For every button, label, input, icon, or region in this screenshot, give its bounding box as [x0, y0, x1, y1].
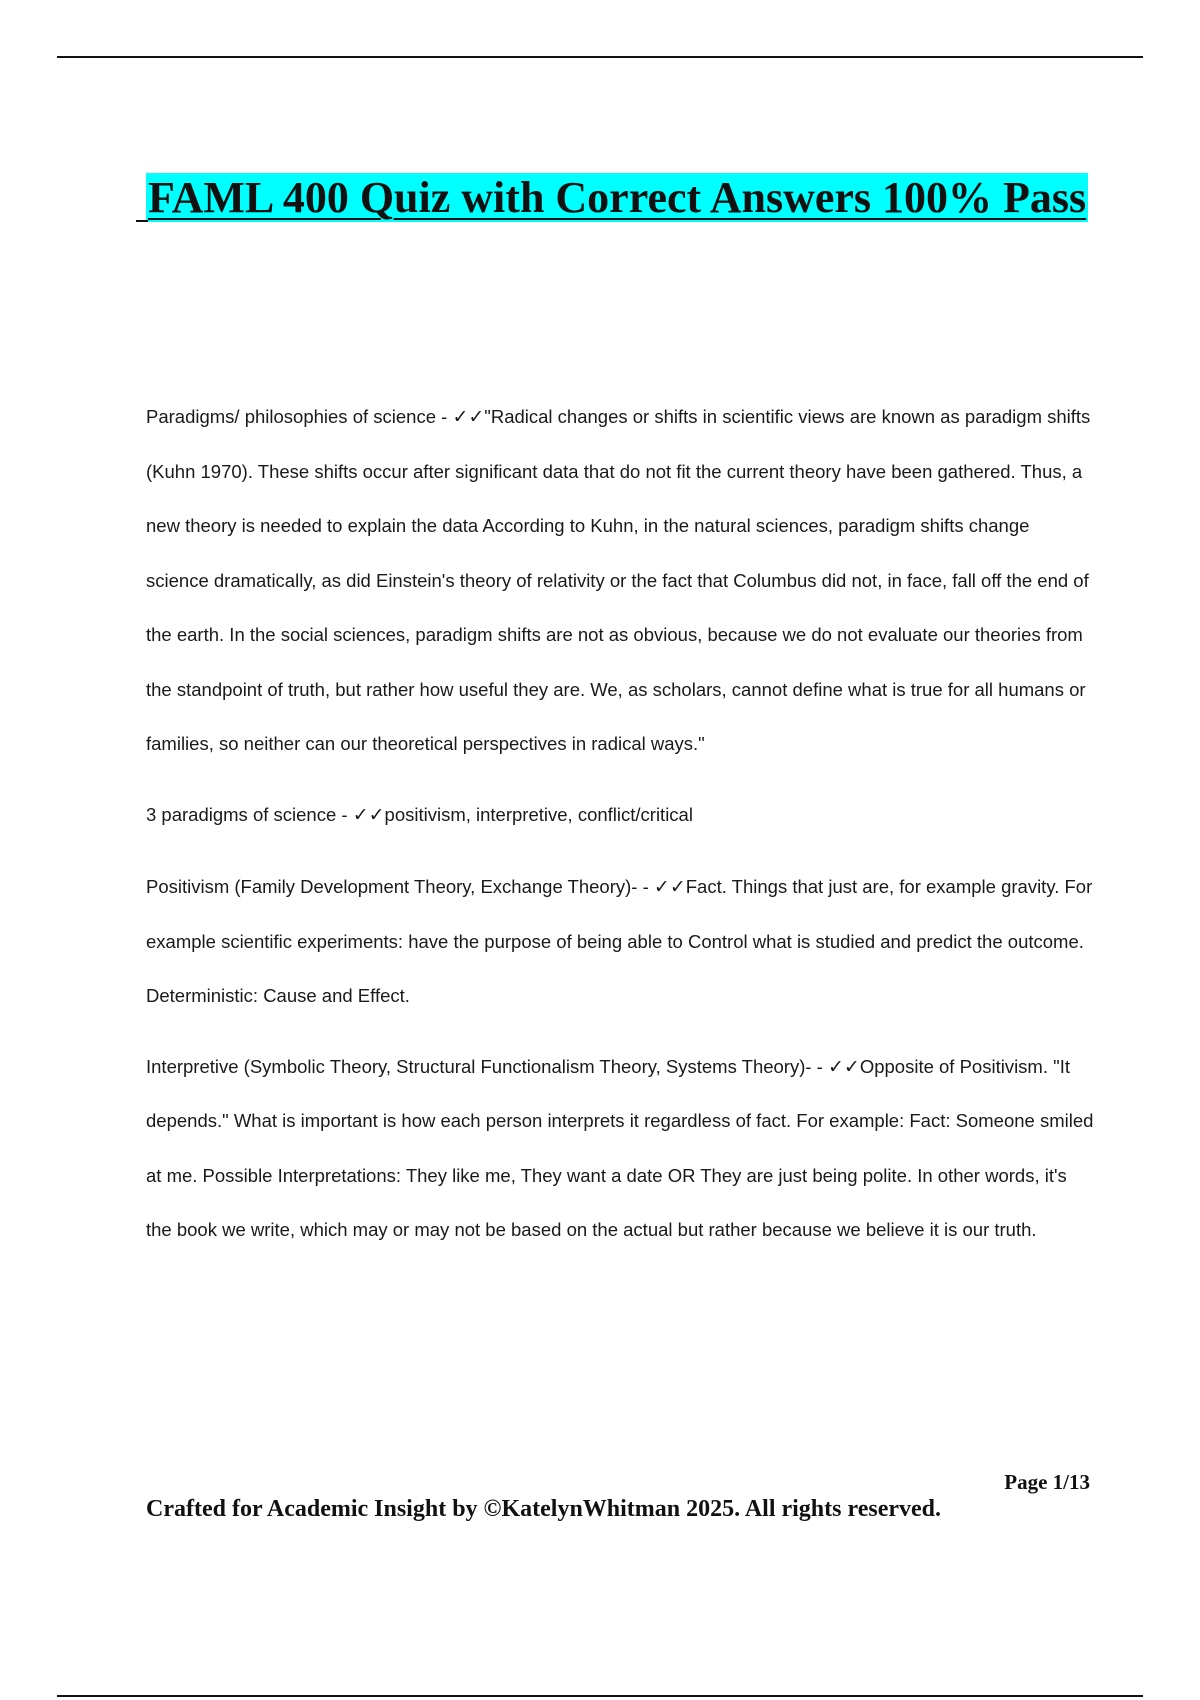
title-lead-underline: [136, 220, 148, 222]
top-rule: [57, 56, 1143, 58]
spacer: [146, 1024, 1096, 1040]
qa-paragraph-interpretive: [146, 1040, 1096, 1258]
qa-answer: "Radical changes or shifts in scientific views are known as paradigm shifts (Kuhn 1970). These shifts occur after significant data that do not fit the current theory have been gathered. Thus, a new theory is needed to explain the data According to Kuhn, in the natural sciences, paradigm shifts change science dramatically, as did Einstein's theory of relativity or the fact that Columbus did not, in face, fall off the end of the earth. In the social sciences, paradigm shifts are not as obvious, because we do not evaluate our theories from the standpoint of truth, but rather how useful they are. We, as scholars, cannot define what is true for all humans or families, so neither can our theoretical perspectives in radical ways.": [146, 406, 1091, 754]
document-title: [146, 158, 1096, 238]
qa-term: Positivism (Family Development Theory, Exchange Theory)- -: [146, 876, 654, 897]
title-highlight: FAML 400 Quiz with Correct Answers 100% Pass: [148, 173, 1087, 222]
double-check-icon: ✓✓: [452, 406, 485, 428]
bottom-rule: [57, 1695, 1143, 1697]
double-check-icon: ✓✓: [653, 876, 686, 898]
double-check-icon: ✓✓: [352, 803, 385, 826]
qa-answer: Opposite of Positivism. "It depends." What is important is how each person interprets it regardless of fact. For example: Fact: Someone smiled at me. Possible Interpretations: They like me, They want a date OR They are just being polite. In other words, it's the book we write, which may or may not be based on the actual but rather because we believe it is our truth.: [146, 1055, 1094, 1240]
double-check-icon: ✓✓: [827, 1055, 860, 1078]
document-body: [146, 390, 1096, 1258]
footer-copyright: Crafted for Academic Insight by ©KatelynWhitman 2025. All rights reserved.: [146, 1496, 941, 1522]
qa-paragraph-three-paradigms: [146, 788, 1096, 843]
qa-term: Paradigms/ philosophies of science -: [146, 406, 453, 427]
qa-answer: positivism, interpretive, conflict/critical: [384, 803, 693, 825]
page-number: Page 1/13: [1004, 1470, 1090, 1494]
spacer: [146, 772, 1096, 788]
spacer: [146, 842, 1096, 860]
qa-paragraph-positivism: [146, 860, 1096, 1024]
qa-term: 3 paradigms of science -: [146, 803, 353, 825]
qa-paragraph-paradigms: [146, 390, 1096, 772]
qa-answer: Fact. Things that just are, for example gravity. For example scientific experiments: have the purpose of being able to Control what is studied and predict the outcome. Deterministic: Cause and Effect.: [146, 876, 1093, 1006]
qa-term: Interpretive (Symbolic Theory, Structural Functionalism Theory, Systems Theory)- -: [146, 1055, 828, 1077]
